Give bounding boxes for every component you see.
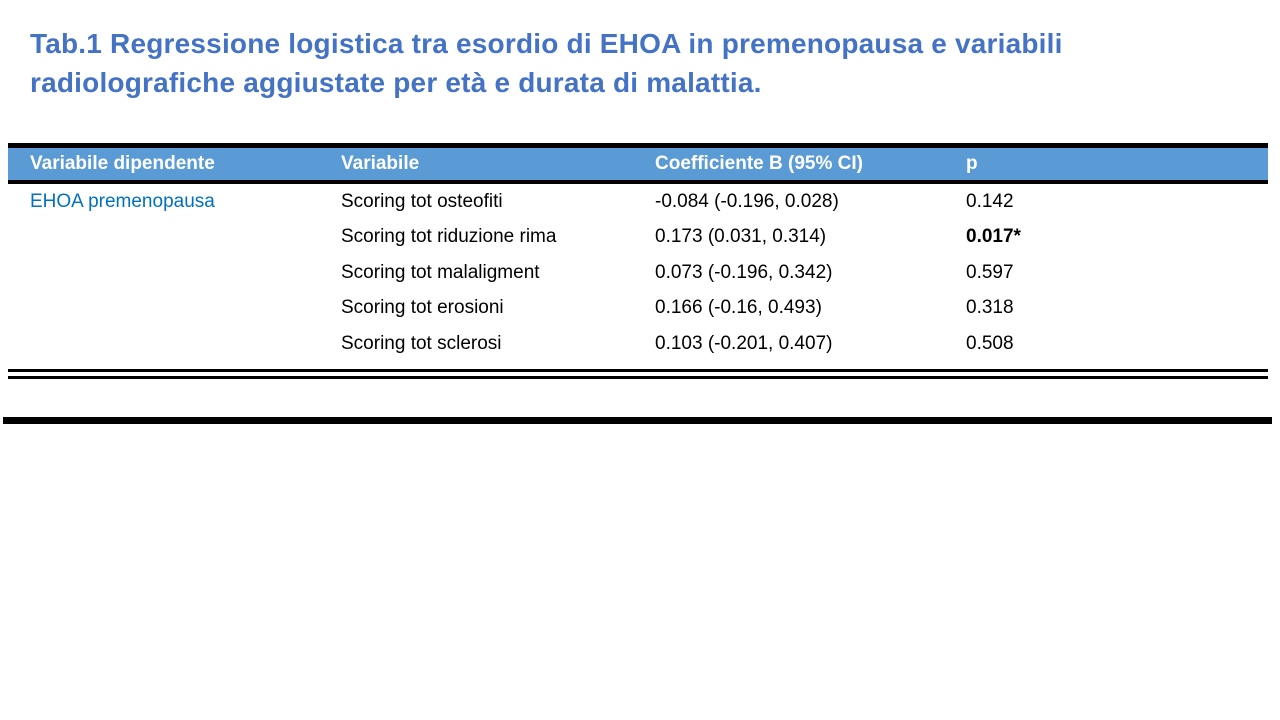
table-title: Tab.1 Regressione logistica tra esordio di EHOA in premenopausa e variabili radiolografiche aggiustate per età e durata di malattia. — [30, 28, 1063, 98]
variable-cell: Scoring tot erosioni — [341, 297, 504, 319]
table-row — [8, 184, 1268, 220]
p-value-cell: 0.597 — [966, 261, 1014, 283]
header-variabile: Variabile — [341, 153, 420, 174]
table-row — [8, 255, 1268, 291]
p-value-cell: 0.017* — [966, 226, 1021, 248]
p-value-cell: 0.142 — [966, 190, 1014, 212]
dependent-variable-label: EHOA premenopausa — [30, 190, 215, 212]
coefficient-cell: 0.103 (-0.201, 0.407) — [655, 332, 833, 354]
table-row — [8, 326, 1268, 362]
coefficient-cell: 0.166 (-0.16, 0.493) — [655, 297, 822, 319]
coefficient-cell: 0.173 (0.031, 0.314) — [655, 226, 827, 248]
coefficient-cell: 0.073 (-0.196, 0.342) — [655, 261, 833, 283]
header-coefficiente: Coefficiente B (95% CI) — [655, 153, 863, 174]
table-row — [8, 220, 1268, 256]
p-value-cell: 0.318 — [966, 297, 1014, 319]
variable-cell: Scoring tot sclerosi — [341, 332, 502, 354]
slide-bottom-rule — [3, 417, 1272, 424]
variable-cell: Scoring tot riduzione rima — [341, 226, 557, 248]
p-value-cell: 0.508 — [966, 332, 1014, 354]
table-bottom-double-rule — [8, 369, 1268, 379]
variable-cell: Scoring tot malaligment — [341, 261, 540, 283]
table-header-row — [8, 148, 1268, 184]
double-rule-line — [8, 376, 1268, 379]
header-p: p — [966, 153, 978, 174]
coefficient-cell: -0.084 (-0.196, 0.028) — [655, 190, 839, 212]
variable-cell: Scoring tot osteofiti — [341, 190, 503, 212]
table-row — [8, 291, 1268, 327]
header-variabile-dipendente: Variabile dipendente — [30, 153, 215, 174]
regression-table — [8, 143, 1268, 379]
